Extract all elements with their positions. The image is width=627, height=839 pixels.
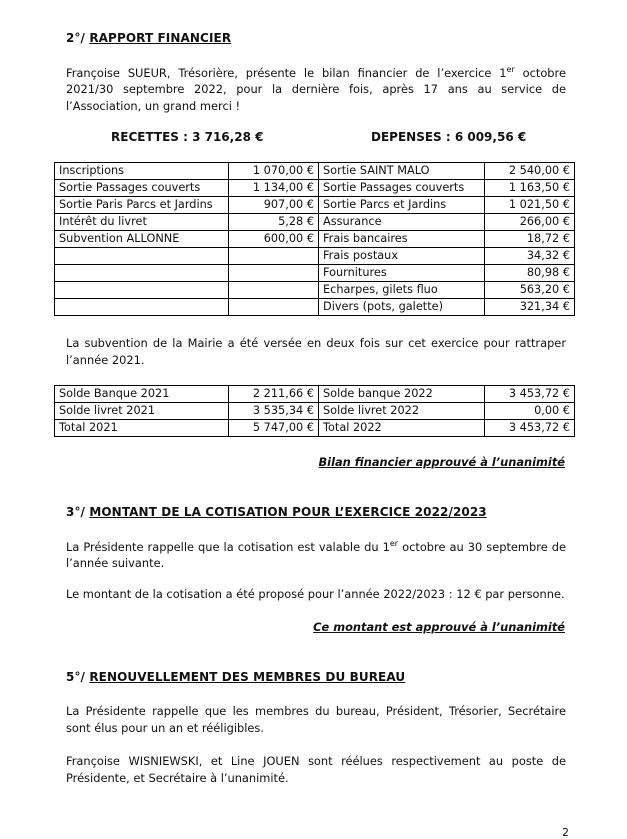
recette-label-cell: [55, 299, 229, 316]
section-3-paragraph-2: Le montant de la cotisation a été proposé pour l’année 2022/2023 : 12 € par personne.: [66, 587, 565, 601]
recette-label-cell: [55, 265, 229, 282]
depense-amount-cell: 80,98 €: [485, 265, 575, 282]
p1-text: La Présidente rappelle que la cotisation est valable du 1: [66, 539, 390, 554]
section-2-intro: [66, 62, 566, 114]
depense-amount-cell: 3 453,72 €: [485, 420, 575, 437]
recette-amount-cell: 907,00 €: [229, 197, 319, 214]
page-number: 2: [562, 826, 569, 839]
recette-label-cell: Solde Banque 2021: [55, 386, 229, 403]
depense-label-cell: Fournitures: [319, 265, 485, 282]
recette-amount-cell: 1 070,00 €: [229, 163, 319, 180]
p1-text-end: octobre au 30 septembre de l’année suivante.: [66, 539, 566, 571]
depense-amount-cell: 266,00 €: [485, 214, 575, 231]
subvention-note: La subvention de la Mairie a été versée en deux fois sur cet exercice pour rattraper l’année 2021.: [66, 336, 566, 367]
ledger-row: [55, 248, 575, 265]
recette-label-cell: Sortie Paris Parcs et Jardins: [55, 197, 229, 214]
recettes-total: RECETTES : 3 716,28 €: [111, 130, 264, 144]
intro-superscript: er: [506, 65, 515, 74]
ledger-row: [55, 299, 575, 316]
depense-label-cell: Sortie Parcs et Jardins: [319, 197, 485, 214]
depense-amount-cell: 563,20 €: [485, 282, 575, 299]
depense-label-cell: Total 2022: [319, 420, 485, 437]
recette-amount-cell: 5 747,00 €: [229, 420, 319, 437]
section-5-heading: [66, 670, 405, 684]
depense-label-cell: Sortie SAINT MALO: [319, 163, 485, 180]
depense-label-cell: Sortie Passages couverts: [319, 180, 485, 197]
recette-amount-cell: 600,00 €: [229, 231, 319, 248]
depense-amount-cell: 18,72 €: [485, 231, 575, 248]
depense-label-cell: Frais bancaires: [319, 231, 485, 248]
recette-amount-cell: 1 134,00 €: [229, 180, 319, 197]
depense-amount-cell: 1 163,50 €: [485, 180, 575, 197]
recette-label-cell: Solde livret 2021: [55, 403, 229, 420]
section-2-heading: [66, 31, 231, 45]
recette-label-cell: Inscriptions: [55, 163, 229, 180]
recette-amount-cell: 3 535,34 €: [229, 403, 319, 420]
balance-row: [55, 403, 575, 420]
recette-label-cell: Total 2021: [55, 420, 229, 437]
depense-amount-cell: 321,34 €: [485, 299, 575, 316]
recette-amount-cell: 5,28 €: [229, 214, 319, 231]
ledger-row: [55, 214, 575, 231]
depense-label-cell: Divers (pots, galette): [319, 299, 485, 316]
intro-text: Françoise SUEUR, Trésorière, présente le bilan financier de l’exercice 1: [66, 65, 507, 80]
recette-label-cell: [55, 282, 229, 299]
recette-amount-cell: [229, 248, 319, 265]
recette-label-cell: Subvention ALLONNE: [55, 231, 229, 248]
depense-label-cell: Echarpes, gilets fluo: [319, 282, 485, 299]
intro-text-end: octobre 2021/30 septembre 2022, pour la dernière fois, après 17 ans au service de l’Association, un grand merci !: [66, 65, 566, 113]
depense-amount-cell: 1 021,50 €: [485, 197, 575, 214]
section-3-approval: Ce montant est approuvé à l’unanimité: [313, 620, 565, 634]
section-5-title: RENOUVELLEMENT DES MEMBRES DU BUREAU: [89, 670, 406, 684]
balance-table: [54, 385, 575, 437]
ledger-row: [55, 180, 575, 197]
recette-label-cell: [55, 248, 229, 265]
section-5-paragraph-2: Françoise WISNIEWSKI, et Line JOUEN sont réélues respectivement au poste de Présidente, et Secrétaire à l’unanimité.: [66, 754, 566, 785]
depense-amount-cell: 0,00 €: [485, 403, 575, 420]
depense-label-cell: Frais postaux: [319, 248, 485, 265]
section-3-paragraph-1: [66, 536, 566, 572]
p1-superscript: er: [389, 539, 399, 548]
ledger-row: [55, 282, 575, 299]
depense-amount-cell: 3 453,72 €: [485, 386, 575, 403]
section-3-title: MONTANT DE LA COTISATION POUR L’EXERCICE 2022/2023: [89, 505, 487, 519]
recette-amount-cell: [229, 299, 319, 316]
recette-label-cell: Intérêt du livret: [55, 214, 229, 231]
depense-amount-cell: 2 540,00 €: [485, 163, 575, 180]
recette-amount-cell: [229, 282, 319, 299]
section-3-heading: [66, 505, 487, 519]
depense-label-cell: Assurance: [319, 214, 485, 231]
ledger-row: [55, 197, 575, 214]
section-3-number: 3°/: [66, 505, 86, 519]
ledger-table: [54, 162, 575, 316]
depense-label-cell: Solde livret 2022: [319, 403, 485, 420]
section-2-title: RAPPORT FINANCIER: [89, 31, 232, 45]
recette-amount-cell: 2 211,66 €: [229, 386, 319, 403]
section-2-number: 2°/: [66, 31, 86, 45]
ledger-row: [55, 231, 575, 248]
section-5-number: 5°/: [66, 670, 86, 684]
depenses-total: DEPENSES : 6 009,56 €: [371, 130, 527, 144]
ledger-row: [55, 265, 575, 282]
balance-row: [55, 420, 575, 437]
depense-amount-cell: 34,32 €: [485, 248, 575, 265]
depense-label-cell: Solde banque 2022: [319, 386, 485, 403]
balance-row: [55, 386, 575, 403]
ledger-row: [55, 163, 575, 180]
section-5-paragraph-1: La Présidente rappelle que les membres du bureau, Président, Trésorier, Secrétaire sont élus pour un an et rééligibles.: [66, 704, 566, 735]
section-2-approval: Bilan financier approuvé à l’unanimité: [318, 455, 565, 469]
recette-label-cell: Sortie Passages couverts: [55, 180, 229, 197]
recette-amount-cell: [229, 265, 319, 282]
